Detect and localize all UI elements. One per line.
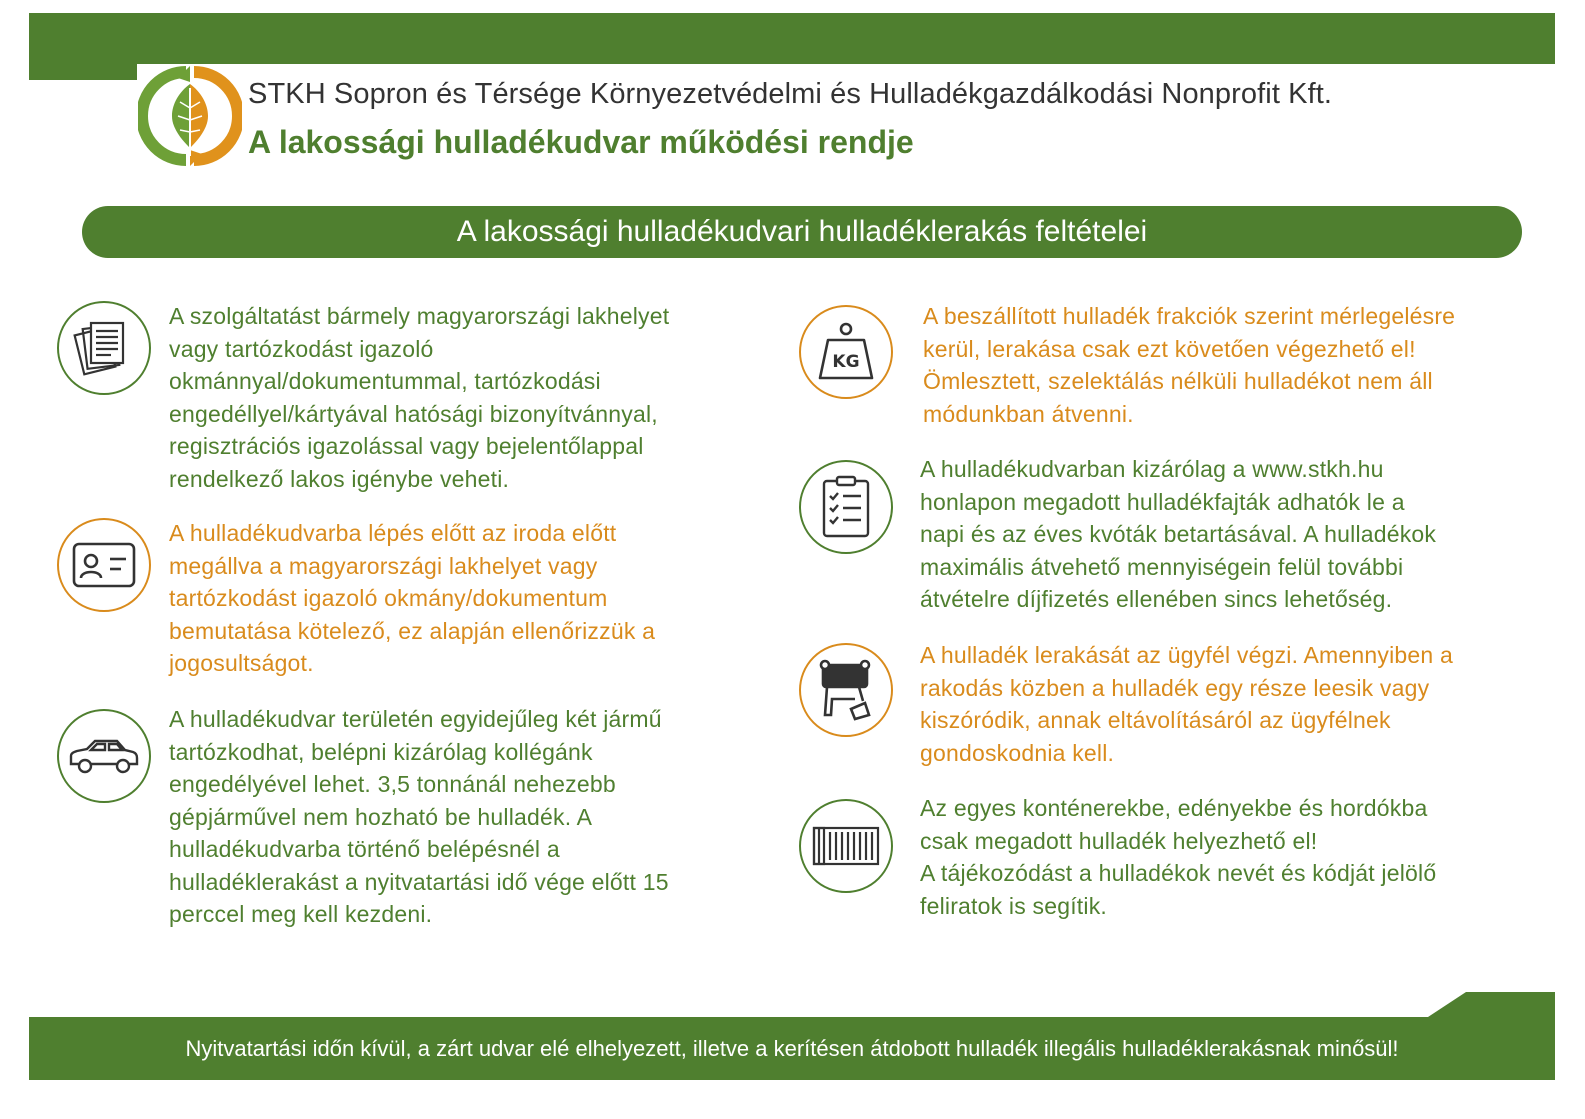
info-text-containers: Az egyes konténerekbe, edényekbe és hordókba csak megadott hulladék helyezhető el! A tájékozódást a hulladékok nevét és kódját jelölő feliratok is segítik.: [920, 795, 1437, 919]
id-card-icon: [57, 518, 151, 612]
footer-notice: Nyitvatartási időn kívül, a zárt udvar elé elhelyezett, illetve a kerítésen átdobott hulladék illegális hulladéklerakásnak minősül!: [29, 1017, 1555, 1080]
info-text-id-check: A hulladékudvarba lépés előtt az iroda előtt megállva a magyarországi lakhelyet vagy tartózkodást igazoló okmány/dokumentum bemutatása kötelező, ez alapján ellenőrizzük a jogosultságot.: [169, 520, 656, 676]
weight-kg-label: KG: [832, 352, 860, 372]
footer-band-tab: [1428, 992, 1555, 1017]
page-title: A lakossági hulladékudvar működési rendje: [248, 124, 914, 160]
company-name: STKH Sopron és Térsége Környezetvédelmi és Hulladékgazdálkodási Nonprofit Kft.: [248, 78, 1333, 110]
fallen-barrier-icon: [799, 643, 893, 737]
section-title-bar: A lakossági hulladékudvari hulladéklerakás feltételei: [82, 206, 1522, 258]
info-text-weighing: A beszállított hulladék frakciók szerint mérlegelésre kerül, lerakása csak ezt követően végezhető el! Ömlesztett, szelektálás nélküli hulladékot nem áll módunkban átvenni.: [923, 303, 1456, 427]
info-text-service-eligibility: A szolgáltatást bármely magyarországi lakhelyet vagy tartózkodást igazoló okmánnyal/dokumentummal, tartózkodási engedéllyel/kártyával hatósági bizonyítvánnyal, regisztrációs igazolással vagy bejelentőlappal rendelkező lakos igénybe veheti.: [169, 303, 670, 492]
car-icon: [57, 709, 151, 803]
documents-icon: [57, 301, 151, 395]
info-text-allowed-waste: A hulladékudvarban kizárólag a www.stkh.hu honlapon megadott hulladékfajták adhatók le a napi és az éves kvóták betartásával. A hulladékok maximális átvehető mennyiségein felül további átvételre díjfizetés ellenében sincs lehetőség.: [920, 456, 1437, 612]
header-band: [29, 13, 1555, 64]
company-logo: [138, 64, 242, 168]
container-icon: [799, 799, 893, 893]
header-band-tab: [29, 64, 137, 80]
info-text-unloading: A hulladék lerakását az ügyfél végzi. Amennyiben a rakodás közben a hulladék egy része leesik vagy kiszóródik, annak eltávolításáról az ügyfélnek gondoskodnia kell.: [920, 642, 1453, 766]
checklist-icon: [799, 460, 893, 554]
info-text-vehicle-rules: A hulladékudvar területén egyidejűleg két jármű tartózkodhat, belépni kizárólag kollégánk engedélyével lehet. 3,5 tonnánál nehezebb gépjárművel nem hozható be hulladék. A hulladékudvarba történő belépésnél a hulladéklerakást a nyitvatartási idő vége előtt 15 perccel meg kell kezdeni.: [169, 706, 669, 927]
weight-kg-icon: [799, 305, 893, 399]
